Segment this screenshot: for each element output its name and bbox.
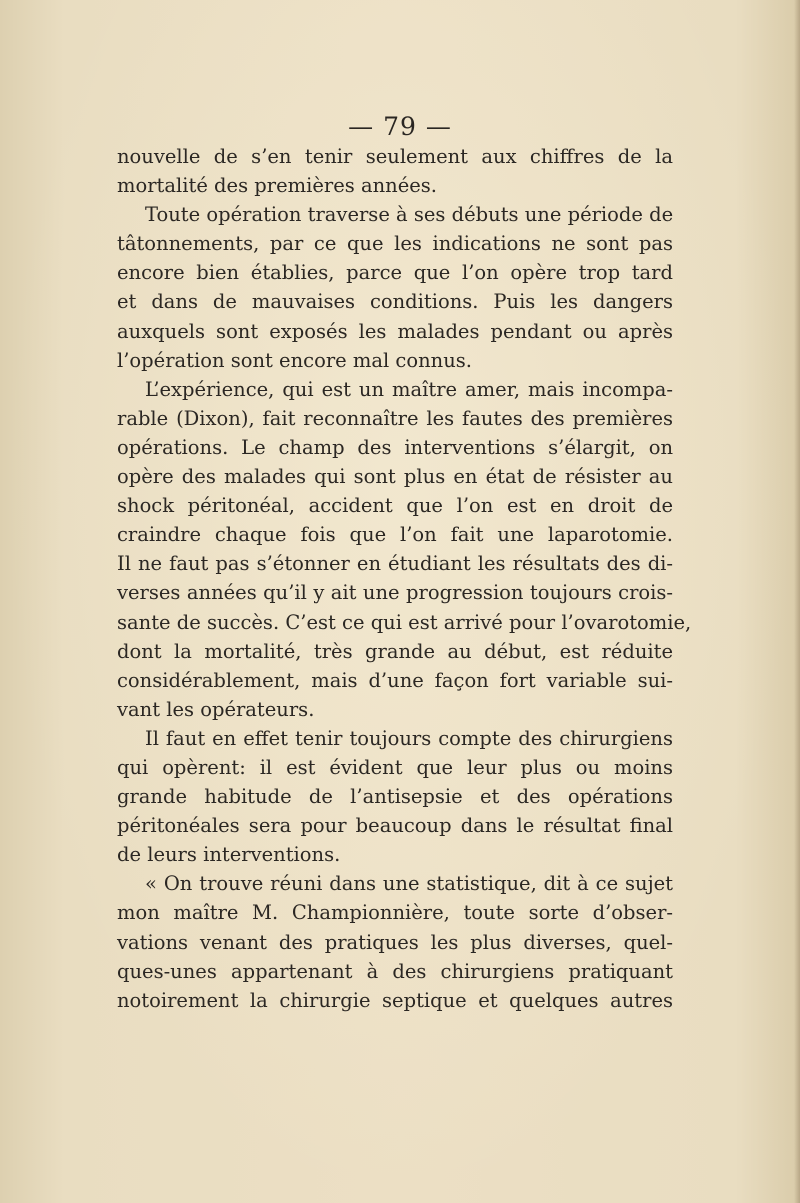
text-line: tâtonnements, par ce que les indications ne sont pas bbox=[117, 232, 673, 256]
text-line: vant les opérateurs. bbox=[117, 697, 315, 721]
text-line: et dans de mauvaises conditions. Puis les dangers bbox=[117, 290, 673, 314]
text-line: « On trouve réuni dans une statistique, dit à ce sujet bbox=[145, 872, 673, 896]
text-line: nouvelle de s’en tenir seulement aux chiffres de la bbox=[117, 145, 673, 168]
text-line: craindre chaque fois que l’on fait une laparotomie. bbox=[117, 523, 673, 547]
text-line: L’expérience, qui est un maître amer, mais incompa- bbox=[145, 377, 673, 401]
text-line: auxquels sont exposés les malades pendant ou après bbox=[117, 319, 673, 343]
text-line: mortalité des premières années. bbox=[117, 174, 437, 198]
text-line: l’opération sont encore mal connus. bbox=[117, 348, 472, 372]
text-line: encore bien établies, parce que l’on opère trop tard bbox=[117, 261, 673, 285]
text-line: opère des malades qui sont plus en état de résister au bbox=[117, 465, 673, 489]
text-line: péritonéales sera pour beaucoup dans le résultat final bbox=[117, 814, 673, 838]
text-line: vations venant des pratiques les plus diverses, quel- bbox=[117, 930, 673, 954]
text-line: Toute opération traverse à ses débuts une période de bbox=[145, 203, 674, 227]
text-line: opérations. Le champ des interventions s’élargit, on bbox=[117, 435, 673, 459]
text-line: ques-unes appartenant à des chirurgiens pratiquant bbox=[117, 959, 673, 983]
text-line: verses années qu’il y ait une progression toujours crois- bbox=[117, 581, 673, 605]
text-line: sante de succès. C’est ce qui est arrivé pour l’ovarotomie, bbox=[117, 610, 692, 634]
text-line: de leurs interventions. bbox=[117, 843, 341, 867]
text-line: shock péritonéal, accident que l’on est en droit de bbox=[117, 494, 673, 518]
text-line: rable (Dixon), fait reconnaître les fautes des premières bbox=[117, 406, 673, 430]
text-line: notoirement la chirurgie septique et quelques autres bbox=[117, 988, 673, 1012]
text-line: considérablement, mais d’une façon fort variable sui- bbox=[117, 668, 673, 692]
text-line: dont la mortalité, très grande au début, est réduite bbox=[117, 639, 673, 663]
text-line: qui opèrent: il est évident que leur plus ou moins bbox=[117, 755, 673, 779]
text-line: Il ne faut pas s’étonner en étudiant les résultats des di- bbox=[117, 552, 673, 576]
page-edge-shadow bbox=[794, 0, 800, 1203]
page-number: — 79 — bbox=[348, 112, 452, 141]
text-line: grande habitude de l’antisepsie et des opérations bbox=[117, 785, 673, 809]
text-line: mon maître M. Championnière, toute sorte d’obser- bbox=[117, 901, 673, 925]
text-line: Il faut en effet tenir toujours compte des chirurgiens bbox=[145, 726, 673, 750]
body-text bbox=[117, 142, 692, 1015]
